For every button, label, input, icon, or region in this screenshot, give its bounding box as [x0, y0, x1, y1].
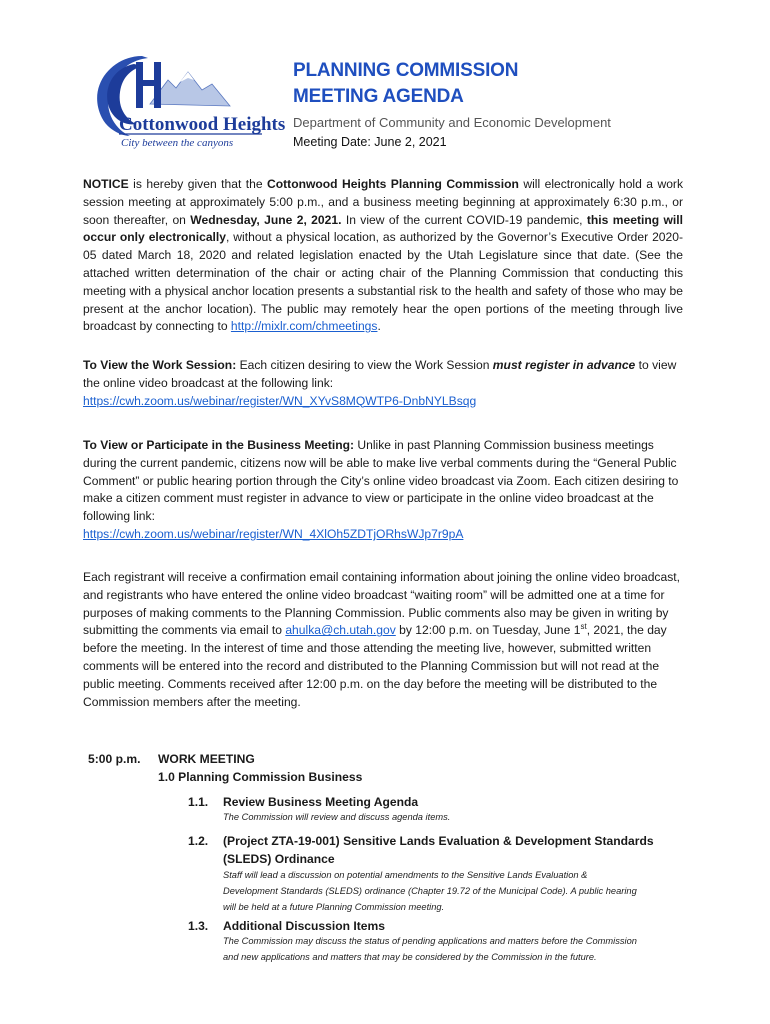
agenda-item-title: (Project ZTA-19-001) Sensitive Lands Evaluation & Development Standards [223, 834, 654, 848]
title-line-1: PLANNING COMMISSION [293, 60, 519, 81]
business-meeting-paragraph: To View or Participate in the Business Meeting: Unlike in past Planning Commission business meetings during the current pandemic, citizens now will be able to make live verbal comments during the “General Public Comment” or public hearing portion through the City’s online video broadcast via Zoom. Each citizen desiring to make a citizen comment must register in advance to view or participate in the online video broadcast at the following link: https://cwh.zoom.us/webinar/register/WN_4XlOh5ZDTjORhsWJp7r9pA [83, 438, 679, 541]
agenda-item-number: 1.2. [188, 834, 209, 848]
title-line-2: MEETING AGENDA [293, 86, 464, 107]
agenda-item-title: (SLEDS) Ordinance [223, 852, 335, 866]
document-title [293, 58, 518, 110]
work-session-paragraph: To View the Work Session: Each citizen desiring to view the Work Session must register in advance to view the online video broadcast at the following link: https://cwh.zoom.us/webinar/register/WN_XYvS8MQWTP6-DnbNYLBsqg [83, 358, 677, 408]
agenda-item-note: The Commission will review and discuss agenda items. [223, 812, 451, 822]
logo-wordmark: Cottonwood Heights [119, 114, 286, 135]
agenda-item-number: 1.1. [188, 795, 209, 809]
notice-paragraph: NOTICE is hereby given that the Cottonwood Heights Planning Commission will electronically hold a work session meeting at approximately 5:00 p.m., and a business meeting beginning at approximately 6:30 p.m., or soon thereafter, on Wednesday, June 2, 2021. In view of the current COVID-19 pandemic, this meeting will occur only electronically, without a physical location, as authorized by the Governor’s Executive Order 2020-05 dated March 18, 2020 and related legislation enacted by the Utah Legislature since that date. (See the attached written determination of the chair or acting chair of the Planning Commission that conducting this meeting with a physical anchor location presents a substantial risk to the health and safety of those who may be present at the anchor location). The public may remotely hear the open portions of the meeting through live broadcast by connecting to http://mixlr.com/chmeetings. [83, 177, 684, 334]
agenda-section: 1.0 Planning Commission Business [158, 770, 363, 784]
agenda-item-number: 1.3. [188, 919, 209, 933]
agenda-item-note: Staff will lead a discussion on potential amendments to the Sensitive Lands Evaluation & Development Standards (SLEDS) ordinance (Chapter 19.72 of the Municipal Code). A public hearing will be held at a future Planning Commission meeting. [223, 870, 637, 912]
registrant-paragraph: Each registrant will receive a confirmation email containing information about joining the online video broadcast, and registrants who have entered the online video broadcast “waiting room” will be admitted one at a time for purposes of making comments to the Planning Commission. Public comments also may be given in writing by submitting the comments via email to ahulka@ch.utah.gov by 12:00 p.m. on Tuesday, June 1st, 2021, the day before the meeting. In the interest of time and those attending the meeting live, however, submitted written comments will be entered into the record and distributed to the Planning Commission but will not read at the public meeting. Comments received after 12:00 p.m. on the day before the meeting will be distributed to the Commission members after the meeting. [83, 570, 680, 709]
agenda-item-note: The Commission may discuss the status of pending applications and matters before the Commission and new applications and matters that may be considered by the Commission in the future. [223, 936, 637, 962]
agenda-heading: WORK MEETING [158, 752, 255, 766]
department-name: Department of Community and Economic Development [293, 115, 611, 130]
logo-tagline: City between the canyons [121, 137, 234, 149]
business-meeting-zoom-link[interactable]: https://cwh.zoom.us/webinar/register/WN_4XlOh5ZDTjORhsWJp7r9pA [83, 526, 464, 541]
mixlr-link[interactable]: http://mixlr.com/chmeetings [230, 319, 378, 334]
agenda-item-title: Review Business Meeting Agenda [223, 795, 419, 809]
agenda-time: 5:00 p.m. [88, 752, 141, 766]
cottonwood-heights-logo [72, 46, 286, 150]
email-link[interactable]: ahulka@ch.utah.gov [285, 623, 396, 638]
work-session-zoom-link[interactable]: https://cwh.zoom.us/webinar/register/WN_XYvS8MQWTP6-DnbNYLBsqg [83, 393, 477, 408]
agenda-item-title: Additional Discussion Items [223, 919, 385, 933]
meeting-date: Meeting Date: June 2, 2021 [293, 135, 447, 149]
